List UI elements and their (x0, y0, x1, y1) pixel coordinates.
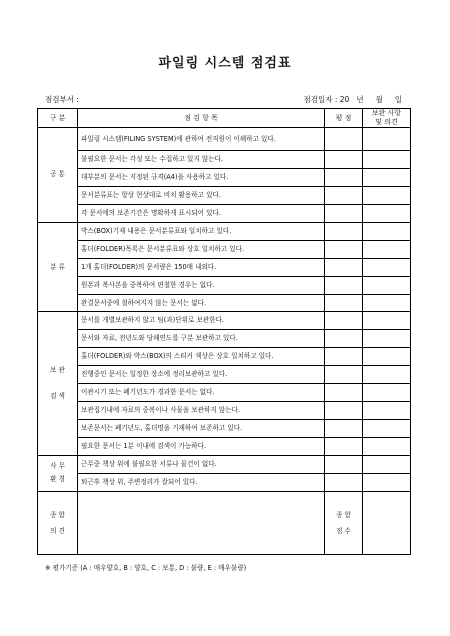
category-label: 사 무 환 경 (38, 455, 78, 491)
note-cell[interactable] (363, 455, 411, 473)
note-cell[interactable] (363, 294, 411, 312)
note-cell[interactable] (363, 187, 411, 205)
note-cell[interactable] (363, 348, 411, 366)
check-item: 문서를 개별보관하지 않고 팀(과)단위로 보관한다. (78, 312, 325, 330)
note-cell[interactable] (363, 151, 411, 169)
check-item: 보관집기내에 자료의 중복이나 사물을 보관하지 않는다. (78, 402, 325, 420)
category-label: 보 관 검 색 (38, 312, 78, 455)
check-item: 진행중인 문서는 일정한 장소에 정리보관하고 있다. (78, 366, 325, 384)
check-item: 문서분류표는 항상 현상대로 비치 활용하고 있다. (78, 187, 325, 205)
note-cell[interactable] (363, 402, 411, 420)
note-cell[interactable] (363, 420, 411, 438)
page-title: 파일링 시스템 점검표 (158, 56, 292, 71)
check-item: 파일링 시스템(FILING SYSTEM)에 관하여 전직원이 이해하고 있다. (78, 128, 325, 151)
note-cell[interactable] (363, 169, 411, 187)
note-cell[interactable] (363, 240, 411, 258)
checklist-row (38, 473, 411, 491)
note-cell[interactable] (363, 276, 411, 294)
header-items: 점 검 항 목 (78, 109, 325, 128)
grade-cell[interactable] (325, 437, 363, 455)
grade-cell[interactable] (325, 151, 363, 169)
grade-cell[interactable] (325, 276, 363, 294)
grade-cell[interactable] (325, 473, 363, 491)
total-score-field[interactable] (363, 491, 411, 554)
checklist-row (38, 312, 411, 330)
overall-opinion-label: 종 합 의 견 (38, 491, 78, 554)
inspection-department-label: 점검부서 : (45, 95, 79, 104)
check-item: 원본과 복사본을 중복하여 편철한 경우는 없다. (78, 276, 325, 294)
check-item: 문서와 자료, 전년도와 당해연도를 구분 보관하고 있다. (78, 330, 325, 348)
checklist-row (38, 348, 411, 366)
check-item: 보존문서는 폐기년도, 홀더명을 기재하여 보존하고 있다. (78, 420, 325, 438)
check-item: 1개 홀더(FOLDER)의 문서량은 150매 내외다. (78, 258, 325, 276)
note-cell[interactable] (363, 222, 411, 240)
checklist-row (38, 128, 411, 151)
check-item: 홀더(FOLDER)와 박스(BOX)의 스티커 색상은 상호 일치하고 있다. (78, 348, 325, 366)
note-cell[interactable] (363, 366, 411, 384)
grade-cell[interactable] (325, 204, 363, 222)
grade-cell[interactable] (325, 330, 363, 348)
header-grade: 평 점 (325, 109, 363, 128)
checklist-row (38, 204, 411, 222)
check-item: 불필요한 문서는 각성 또는 수집하고 있지 않는다. (78, 151, 325, 169)
checklist-row (38, 276, 411, 294)
grade-cell[interactable] (325, 240, 363, 258)
grade-cell[interactable] (325, 258, 363, 276)
overall-opinion-field[interactable] (78, 491, 325, 554)
checklist-row (38, 455, 411, 473)
check-item: 각 문서에의 보존기간은 명확하게 표시되어 있다. (78, 204, 325, 222)
grade-cell[interactable] (325, 455, 363, 473)
note-cell[interactable] (363, 128, 411, 151)
check-item: 퇴근후 책상 위, 주변정리가 잘되어 있다. (78, 473, 325, 491)
checklist-row (38, 222, 411, 240)
grade-cell[interactable] (325, 128, 363, 151)
category-label: 분 류 (38, 222, 78, 312)
inspection-date-label: 점검일자 : 20 년 월 일 (303, 95, 402, 104)
checklist-row (38, 294, 411, 312)
check-item: 박스(BOX)기재 내용은 문서분류표와 일치하고 있다. (78, 222, 325, 240)
checklist-row (38, 402, 411, 420)
grade-cell[interactable] (325, 348, 363, 366)
check-item: 필요한 문서는 1분 이내에 검색이 가능하다. (78, 437, 325, 455)
check-item: 홀더(FOLDER)목록은 문서분류표와 상호 일치하고 있다. (78, 240, 325, 258)
check-item: 이관시기 또는 폐기년도가 경과한 문서는 없다. (78, 384, 325, 402)
grade-cell[interactable] (325, 402, 363, 420)
summary-row (38, 491, 411, 554)
check-item: 근무중 책상 위에 불필요한 서류나 물건이 없다. (78, 455, 325, 473)
note-cell[interactable] (363, 204, 411, 222)
check-item: 대부분의 문서는 지정된 규격(A4)을 사용하고 있다. (78, 169, 325, 187)
total-score-label: 종 합 점 수 (325, 491, 363, 554)
grade-cell[interactable] (325, 384, 363, 402)
checklist-row (38, 437, 411, 455)
grade-cell[interactable] (325, 169, 363, 187)
checklist-row (38, 366, 411, 384)
checklist-row (38, 384, 411, 402)
category-label: 공 통 (38, 128, 78, 223)
note-cell[interactable] (363, 312, 411, 330)
checklist-body (38, 128, 411, 492)
grade-cell[interactable] (325, 294, 363, 312)
note-cell[interactable] (363, 384, 411, 402)
header-note: 보완 사항 및 의견 (363, 109, 411, 128)
checklist-row (38, 187, 411, 205)
checklist-row (38, 240, 411, 258)
checklist-table (37, 108, 411, 555)
checklist-row (38, 258, 411, 276)
grade-cell[interactable] (325, 420, 363, 438)
checklist-row (38, 420, 411, 438)
check-item: 완결문서중에 철하여지지 않는 문서는 없다. (78, 294, 325, 312)
checklist-row (38, 169, 411, 187)
grade-cell[interactable] (325, 222, 363, 240)
header-category: 구 분 (38, 109, 78, 128)
grade-cell[interactable] (325, 312, 363, 330)
evaluation-criteria-note: ※ 평가기준 (A : 매우양호, B : 양호, C : 보통, D : 불량, E : 매우불량) (45, 564, 247, 572)
note-cell[interactable] (363, 473, 411, 491)
checklist-row (38, 151, 411, 169)
grade-cell[interactable] (325, 187, 363, 205)
note-cell[interactable] (363, 330, 411, 348)
checklist-row (38, 330, 411, 348)
grade-cell[interactable] (325, 366, 363, 384)
note-cell[interactable] (363, 258, 411, 276)
note-cell[interactable] (363, 437, 411, 455)
